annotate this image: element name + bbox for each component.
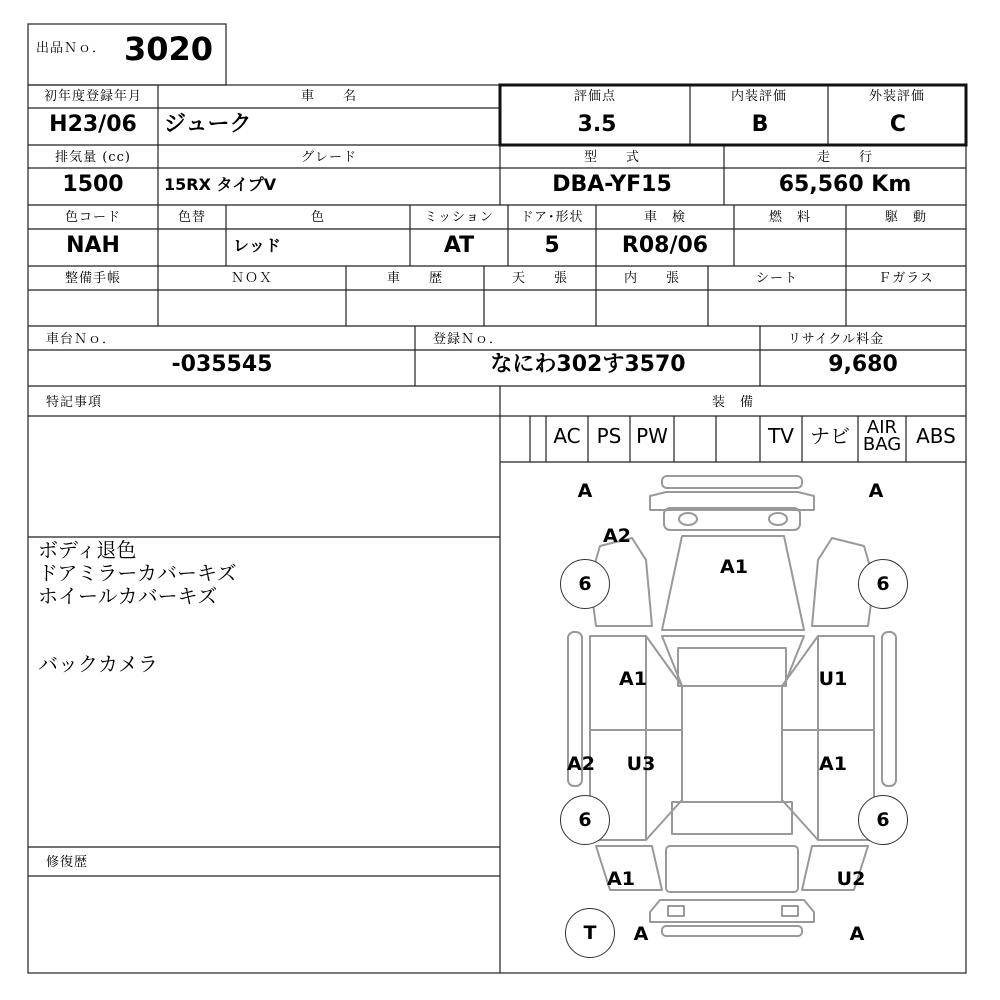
damage-mark: U2 [836,868,866,890]
damage-mark: A1 [607,868,635,890]
repair-history-label: 修復歴 [46,855,89,870]
first-registration-value: H23/06 [49,112,137,137]
score-value: 3.5 [577,112,617,137]
door-shape-value: 5 [544,233,560,258]
lot-number-label: 出品Ｎｏ． [36,41,107,56]
inspection-label: 車 検 [643,210,687,225]
wheel-rear-right: 6 [858,795,908,845]
damage-mark: A2 [603,525,631,547]
equip-airbag-line1: AIR [866,417,898,438]
inspection-value: R08/06 [621,233,709,258]
rear-bumper [650,900,814,922]
windshield [662,636,804,686]
front-lamp-right [769,513,787,525]
damage-mark: A [868,480,884,502]
chassis-number-label: 車台Ｎｏ． [46,332,117,347]
front-lamp-left [679,513,697,525]
color-label: 色 [310,210,326,225]
car-name-label: 車 名 [300,89,358,104]
equip-ps: PS [596,424,622,448]
exterior-grade-label: 外装評価 [868,89,926,104]
transmission-label: ミッション [424,210,494,225]
exterior-grade-value: C [889,112,907,137]
nox-label: ＮＯＸ [230,271,274,286]
model-code-value: DBA-YF15 [552,172,672,197]
car-name-value: ジューク [164,112,252,137]
wheel-rear-left: 6 [560,795,610,845]
mileage-value: 65,560 Km [778,172,912,197]
interior-lining-label: 内 張 [623,271,681,286]
equip-tv: TV [768,424,794,448]
equip-navi: ナビ [810,424,850,448]
rear-lamp-left [668,906,684,916]
wheel-front-right: 6 [858,559,908,609]
note-line: ドアミラーカバーキズ [38,561,237,585]
registration-number-label: 登録Ｎｏ． [433,332,504,347]
equipment-label: 装 備 [711,395,755,410]
color-code-value: NAH [66,233,120,258]
hood [662,536,804,630]
grade-label: グレード [300,150,358,165]
equip-pw: PW [636,424,668,448]
first-registration-label: 初年度登録年月 [43,89,143,104]
roof [682,686,782,802]
drive-label: 駆 動 [884,210,928,225]
damage-mark: A2 [567,753,595,775]
score-label: 評価点 [573,89,617,104]
seat-label: シート [755,271,799,286]
equip-abs: ABS [916,424,956,448]
damage-mark: A1 [819,753,847,775]
note-line: ボディ退色 [38,538,137,562]
damage-mark: A1 [619,668,647,690]
interior-grade-label: 内装評価 [730,89,788,104]
wheel-front-left: 6 [560,559,610,609]
interior-grade-value: B [751,112,769,137]
spare-tire: T [565,908,615,958]
displacement-label: 排気量 (cc) [55,150,131,165]
grade-value: 15RX タイプV [164,175,277,194]
recycle-fee-label: リサイクル料金 [787,332,885,347]
repaint-label: 色替 [177,210,207,225]
equip-ac: AC [553,424,581,448]
note-line: ホイールカバーキズ [38,584,218,608]
damage-mark: U3 [626,753,656,775]
front-lamp-bar [664,508,800,530]
recycle-fee-value: 9,680 [828,352,898,377]
rear-window [672,802,792,834]
note-back-camera: バックカメラ [38,652,158,676]
front-glass-label: Ｆガラス [878,271,934,286]
special-notes-label: 特記事項 [46,395,103,410]
damage-mark: A [849,923,865,945]
side-sill-right [882,632,896,786]
registration-number-value: なにわ302す3570 [490,352,686,377]
door-shape-label: ドア･形状 [520,210,584,225]
mileage-label: 走 行 [816,150,874,165]
model-code-label: 型 式 [583,150,641,165]
maintenance-book-label: 整備手帳 [64,271,122,286]
color-code-label: 色コード [64,210,122,225]
vehicle-history-label: 車 歴 [386,271,444,286]
damage-mark: A [633,923,649,945]
fuel-label: 燃 料 [768,210,812,225]
roof-lining-label: 天 張 [511,271,569,286]
rear-lamp-right [782,906,798,916]
equip-airbag-line2: BAG [862,434,902,455]
lot-number: 3020 [124,30,214,68]
roof-front [678,648,786,686]
rear-bumper-lower [662,926,802,936]
displacement-value: 1500 [62,172,124,197]
chassis-number-value: -035545 [171,352,273,377]
damage-mark: U1 [818,668,848,690]
front-bumper [662,476,802,488]
damage-mark: A1 [720,556,748,578]
damage-mark: A [577,480,593,502]
color-value: レッド [233,236,281,255]
transmission-value: AT [443,233,475,258]
trunk [666,846,798,892]
